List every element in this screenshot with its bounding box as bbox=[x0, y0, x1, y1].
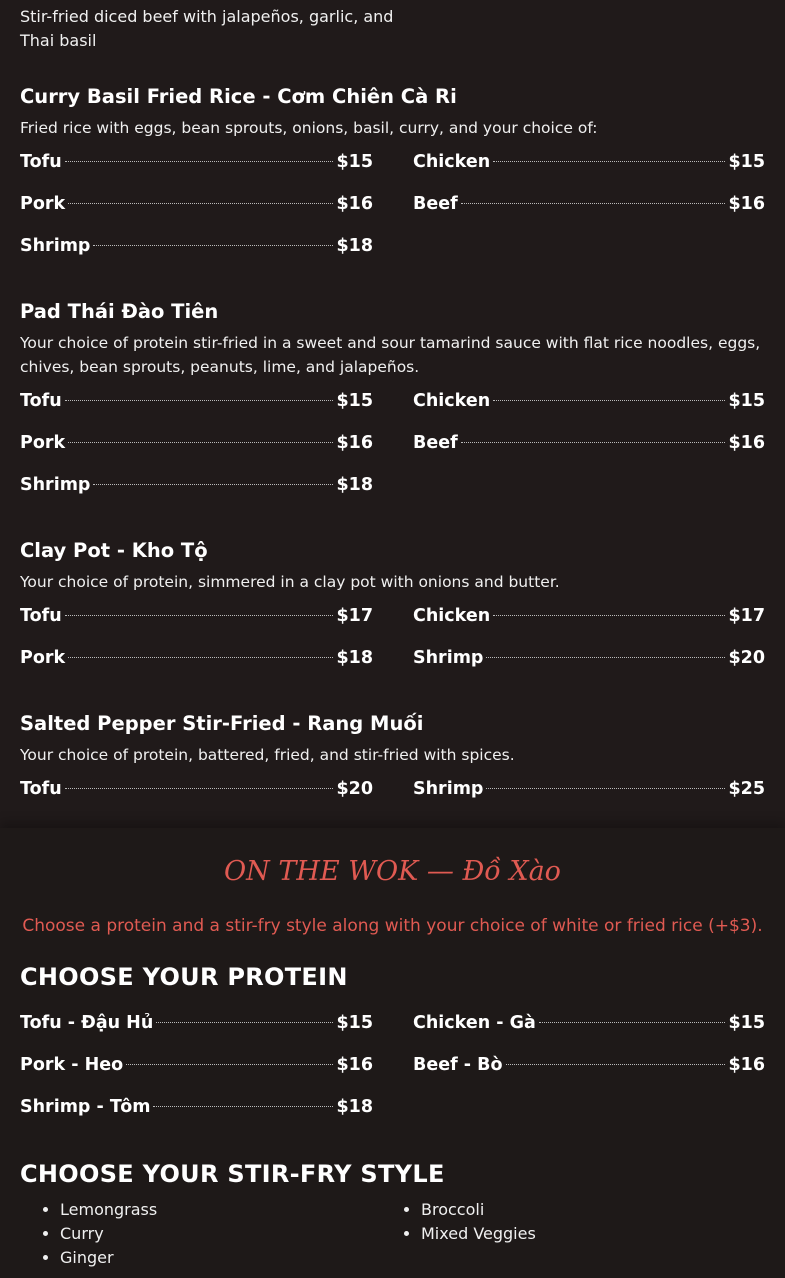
dotted-leader bbox=[493, 615, 725, 616]
price-grid bbox=[20, 1011, 765, 1137]
menu-item bbox=[413, 150, 765, 174]
price-row bbox=[20, 150, 765, 192]
menu-item bbox=[413, 389, 765, 413]
item-price: $15 bbox=[336, 391, 373, 411]
dotted-leader bbox=[126, 1064, 333, 1065]
dotted-leader bbox=[156, 1022, 333, 1023]
item-name: Pork bbox=[20, 194, 66, 214]
menu-item bbox=[20, 777, 373, 801]
menu-item bbox=[20, 192, 373, 216]
menu-item bbox=[413, 1053, 765, 1077]
item-name: Tofu - Đậu Hủ bbox=[20, 1013, 154, 1033]
item-price: $17 bbox=[728, 606, 765, 626]
price-row bbox=[20, 777, 765, 819]
item-price: $18 bbox=[336, 475, 373, 495]
style-item-broccoli: • Broccoli bbox=[421, 1198, 742, 1222]
item-price: $16 bbox=[336, 194, 373, 214]
menu-item bbox=[413, 192, 765, 216]
item-name: Tofu bbox=[20, 606, 62, 626]
price-row bbox=[20, 234, 765, 276]
item-price: $16 bbox=[728, 1055, 765, 1075]
item-price: $17 bbox=[336, 606, 373, 626]
dish-title: Clay Pot - Kho Tộ bbox=[20, 539, 208, 562]
stir-fry-style-list bbox=[20, 1198, 765, 1270]
dotted-leader bbox=[65, 615, 334, 616]
choose-protein-heading: CHOOSE YOUR PROTEIN bbox=[20, 963, 348, 991]
menu-item bbox=[20, 431, 373, 455]
section-curry-basil-fried-rice bbox=[20, 84, 765, 276]
item-name: Shrimp bbox=[413, 779, 484, 799]
item-name: Chicken bbox=[413, 152, 491, 172]
item-price: $16 bbox=[728, 433, 765, 453]
dish-description: Your choice of protein stir-fried in a sweet and sour tamarind sauce with flat rice noodles, eggs, chives, bean sprouts, peanuts, lime, and jalapeños. bbox=[20, 334, 761, 376]
dotted-leader bbox=[461, 442, 726, 443]
item-name: Pork bbox=[20, 433, 66, 453]
menu-item bbox=[413, 431, 765, 455]
item-name: Shrimp bbox=[413, 648, 484, 668]
item-price: $16 bbox=[336, 1055, 373, 1075]
on-the-wok-heading: ON THE WOK — Đồ Xào bbox=[224, 856, 561, 887]
dotted-leader bbox=[68, 203, 333, 204]
section-clay-pot bbox=[20, 538, 765, 688]
dotted-leader bbox=[493, 400, 725, 401]
menu-item bbox=[20, 646, 373, 670]
item-price: $20 bbox=[728, 648, 765, 668]
item-name: Shrimp bbox=[20, 236, 91, 256]
item-name: Tofu bbox=[20, 152, 62, 172]
item-price: $18 bbox=[336, 648, 373, 668]
dish-description: Your choice of protein, simmered in a clay pot with onions and butter. bbox=[20, 573, 560, 591]
menu-item bbox=[20, 604, 373, 628]
dish-title: Pad Thái Đào Tiên bbox=[20, 300, 219, 323]
item-name: Pork - Heo bbox=[20, 1055, 124, 1075]
item-name: Tofu bbox=[20, 779, 62, 799]
dotted-leader bbox=[461, 203, 726, 204]
menu-item bbox=[20, 150, 373, 174]
style-item-curry: • Curry bbox=[60, 1222, 381, 1246]
item-price: $15 bbox=[728, 391, 765, 411]
item-price: $18 bbox=[336, 236, 373, 256]
section-salted-pepper bbox=[20, 711, 765, 819]
dotted-leader bbox=[539, 1022, 726, 1023]
item-price: $15 bbox=[728, 1013, 765, 1033]
item-name: Shrimp bbox=[20, 475, 91, 495]
item-price: $16 bbox=[728, 194, 765, 214]
item-price: $20 bbox=[336, 779, 373, 799]
style-item-ginger: • Ginger bbox=[60, 1246, 381, 1270]
price-grid bbox=[20, 777, 765, 819]
menu-item bbox=[20, 1011, 373, 1035]
item-price: $16 bbox=[336, 433, 373, 453]
menu-item bbox=[20, 1095, 373, 1119]
dotted-leader bbox=[486, 657, 725, 658]
section-proteins bbox=[20, 1001, 765, 1137]
item-price: $15 bbox=[728, 152, 765, 172]
dotted-leader bbox=[65, 161, 334, 162]
menu-item bbox=[413, 646, 765, 670]
dotted-leader bbox=[93, 245, 333, 246]
price-row bbox=[20, 1053, 765, 1095]
dish-description: Your choice of protein, battered, fried, and stir-fried with spices. bbox=[20, 746, 515, 764]
dotted-leader bbox=[65, 788, 334, 789]
section-pad-thai bbox=[20, 299, 765, 515]
menu-item bbox=[413, 604, 765, 628]
dotted-leader bbox=[153, 1106, 333, 1107]
price-row bbox=[20, 604, 765, 646]
item-name: Beef - Bò bbox=[413, 1055, 503, 1075]
price-row bbox=[20, 1095, 765, 1137]
menu-item bbox=[413, 777, 765, 801]
price-row bbox=[20, 389, 765, 431]
price-grid bbox=[20, 604, 765, 688]
item-price: $15 bbox=[336, 152, 373, 172]
price-row bbox=[20, 192, 765, 234]
price-row bbox=[20, 431, 765, 473]
item-name: Beef bbox=[413, 433, 458, 453]
dotted-leader bbox=[506, 1064, 726, 1065]
choose-stir-fry-style-heading: CHOOSE YOUR STIR-FRY STYLE bbox=[20, 1160, 445, 1188]
style-list-left bbox=[20, 1198, 381, 1270]
item-name: Beef bbox=[413, 194, 458, 214]
menu-item bbox=[20, 473, 373, 497]
dotted-leader bbox=[65, 400, 334, 401]
price-row bbox=[20, 1011, 765, 1053]
dotted-leader bbox=[68, 657, 333, 658]
item-name: Shrimp - Tôm bbox=[20, 1097, 151, 1117]
item-name: Chicken - Gà bbox=[413, 1013, 536, 1033]
item-price: $15 bbox=[336, 1013, 373, 1033]
dotted-leader bbox=[68, 442, 333, 443]
intro-dish-description: Stir-fried diced beef with jalapeños, garlic, and Thai basil bbox=[20, 7, 394, 50]
item-price: $25 bbox=[728, 779, 765, 799]
price-grid bbox=[20, 150, 765, 276]
style-list-right bbox=[381, 1198, 742, 1270]
dotted-leader bbox=[93, 484, 333, 485]
style-item-lemongrass: • Lemongrass bbox=[60, 1198, 381, 1222]
dish-title: Curry Basil Fried Rice - Cơm Chiên Cà Ri bbox=[20, 85, 457, 108]
dish-title: Salted Pepper Stir-Fried - Rang Muối bbox=[20, 712, 424, 735]
price-row bbox=[20, 646, 765, 688]
item-name: Pork bbox=[20, 648, 66, 668]
price-row bbox=[20, 473, 765, 515]
menu-item bbox=[20, 389, 373, 413]
item-name: Chicken bbox=[413, 391, 491, 411]
menu-item bbox=[20, 1053, 373, 1077]
dotted-leader bbox=[493, 161, 725, 162]
price-grid bbox=[20, 389, 765, 515]
item-price: $18 bbox=[336, 1097, 373, 1117]
dotted-leader bbox=[486, 788, 725, 789]
item-name: Chicken bbox=[413, 606, 491, 626]
dish-description: Fried rice with eggs, bean sprouts, onions, basil, curry, and your choice of: bbox=[20, 119, 598, 137]
menu-item bbox=[20, 234, 373, 258]
menu-item bbox=[413, 1011, 765, 1035]
style-item-mixed-veggies: • Mixed Veggies bbox=[421, 1222, 742, 1246]
item-name: Tofu bbox=[20, 391, 62, 411]
on-the-wok-subtitle: Choose a protein and a stir-fry style along with your choice of white or fried rice (+$3). bbox=[22, 916, 763, 936]
